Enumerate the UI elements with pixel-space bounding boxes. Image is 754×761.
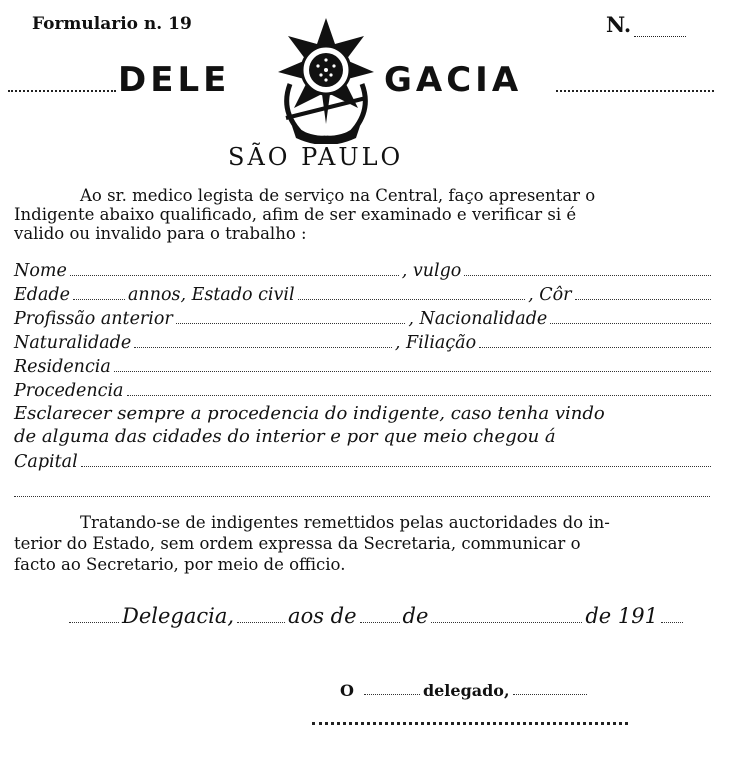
vulgo-label: , vulgo [401,261,462,281]
month-name-input[interactable] [431,622,582,623]
residencia-input[interactable] [114,371,711,372]
estado-civil-input[interactable] [298,299,525,300]
day-input[interactable] [237,622,285,623]
nome-label: Nome [14,261,67,281]
delegate-signature-input[interactable] [513,694,587,695]
number-field[interactable] [634,36,686,37]
delegate-name-input[interactable] [364,694,420,695]
procedencia-label: Procedencia [14,381,124,401]
field-row-edade [14,281,714,305]
year-label: de 191 [585,604,658,628]
intro-line: Ao sr. medico legista de serviço na Central, faço apresentar o [80,186,596,205]
notice-line: terior do Estado, sem ordem expressa da Secretaria, communicar o [14,534,581,553]
notice-line: Tratando-se de indigentes remettidos pelas auctoridades do in- [80,513,610,532]
naturalidade-input[interactable] [134,347,392,348]
notice-paragraph [14,512,714,575]
vulgo-input[interactable] [464,275,711,276]
title-left: DELE [118,60,231,100]
estado-civil-label: annos, Estado civil [127,285,295,305]
residencia-label: Residencia [14,357,111,377]
form-number: Formulario n. 19 [32,14,192,34]
nome-input[interactable] [70,275,399,276]
capital-input[interactable] [81,466,711,467]
cor-input[interactable] [575,299,711,300]
year-input[interactable] [661,622,683,623]
coat-of-arms-icon [272,14,380,144]
field-row-residencia [14,353,714,377]
signature-rule [312,722,628,725]
nacionalidade-input[interactable] [550,323,711,324]
extra-line-input[interactable] [14,472,710,497]
delegacia-label: Delegacia, [122,604,235,628]
field-row-procedencia [14,377,714,401]
form-fields [14,257,714,497]
instruction-text [14,402,714,448]
signature-line [340,681,590,700]
naturalidade-label: Naturalidade [14,333,132,353]
filiacao-label: , Filiação [394,333,477,353]
date-line [66,604,686,628]
nacionalidade-label: , Nacionalidade [408,309,548,329]
de-label: de [402,604,429,628]
header-rule-right [556,90,714,92]
edade-label: Edade [14,285,70,305]
delegado-label: delegado, [422,681,510,700]
title-right: GACIA [384,60,523,100]
profissao-label: Profissão anterior [14,309,173,329]
notice-line: facto ao Secretario, por meio de officio. [14,555,346,574]
intro-paragraph [14,186,714,243]
procedencia-input[interactable] [127,395,712,396]
filiacao-input[interactable] [479,347,711,348]
instruction-line: de alguma das cidades do interior e por que meio chegou á [14,426,556,447]
profissao-input[interactable] [176,323,406,324]
cor-label: , Côr [528,285,572,305]
field-row-capital [14,448,714,472]
field-row-nome [14,257,714,281]
number-label: N. [606,12,632,37]
header-rule-left [8,90,116,92]
field-row-profissao [14,305,714,329]
place-input[interactable] [69,622,119,623]
month-input[interactable] [360,622,400,623]
intro-line: Indigente abaixo qualificado, afim de ser examinado e verificar si é [14,205,577,224]
edade-input[interactable] [73,299,125,300]
field-row-naturalidade [14,329,714,353]
city-name: SÃO PAULO [228,143,404,171]
intro-line: valido ou invalido para o trabalho : [14,224,307,243]
instruction-line: Esclarecer sempre a procedencia do indigente, caso tenha vindo [14,403,605,424]
signature-o: O [340,681,354,700]
aos-de-label: aos de [288,604,357,628]
capital-label: Capital [14,452,78,472]
